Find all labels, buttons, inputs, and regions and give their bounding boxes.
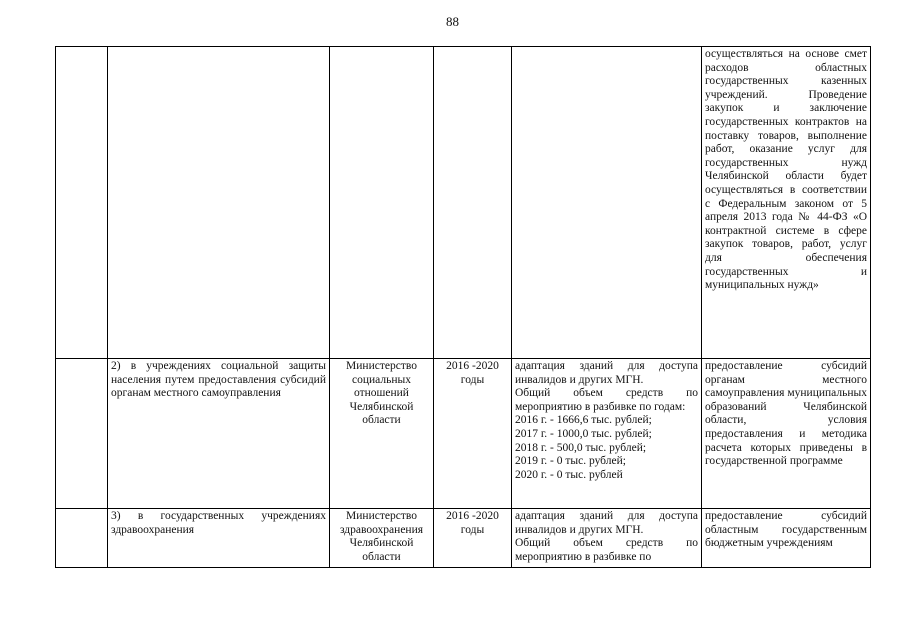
executor-cell bbox=[330, 509, 434, 568]
item-cell bbox=[108, 47, 330, 359]
content-line: 2017 г. - 1000,0 тыс. рублей; bbox=[515, 427, 652, 440]
table-row bbox=[56, 359, 871, 509]
content-line: Общий объем средств по мероприятию в разбивке по годам: bbox=[515, 387, 698, 413]
number-cell bbox=[56, 359, 108, 509]
executor-text: Министерство здравоохранения Челябинской области bbox=[339, 510, 424, 563]
item-text: 3) в государственных учреждениях здравоохранения bbox=[111, 510, 326, 536]
content-wrap bbox=[515, 510, 698, 566]
content-line: 2016 г. - 1666,6 тыс. рублей; bbox=[515, 414, 652, 427]
mechanism-cell: предоставление субсидий органам местного самоуправления муниципальных образований Челябинской области, условия предоставления и методика расчета которых приведены в государственной программе bbox=[702, 359, 871, 509]
executor-cell bbox=[330, 47, 434, 359]
content-cell bbox=[512, 359, 702, 509]
content-line: адаптация зданий для доступа инвалидов и других МГН. bbox=[515, 360, 698, 386]
content-cell bbox=[512, 509, 702, 568]
period-cell bbox=[434, 509, 512, 568]
content-line: Общий объем средств по мероприятию в разбивке по bbox=[515, 537, 698, 563]
period-text: 2016 -2020 годы bbox=[446, 510, 499, 536]
number-cell bbox=[56, 47, 108, 359]
item-cell bbox=[108, 509, 330, 568]
content-cell bbox=[512, 47, 702, 359]
content-line: 2019 г. - 0 тыс. рублей; bbox=[515, 455, 626, 468]
content-line: адаптация зданий для доступа инвалидов и других МГН. bbox=[515, 510, 698, 536]
period-cell bbox=[434, 47, 512, 359]
page-number: 88 bbox=[446, 14, 459, 29]
mechanism-text: предоставление субсидий областным государственным бюджетным учреждениям bbox=[705, 510, 867, 550]
period-cell: 2016 -2020 годы bbox=[434, 359, 512, 509]
number-cell bbox=[56, 509, 108, 568]
item-cell: 2) в учреждениях социальной защиты населения путем предоставления субсидий органам местного самоуправления bbox=[108, 359, 330, 509]
mechanism-cell bbox=[702, 509, 871, 568]
executor-cell: Министерство социальных отношений Челябинской области bbox=[330, 359, 434, 509]
table-row bbox=[56, 47, 871, 359]
content-line: 2020 г. - 0 тыс. рублей bbox=[515, 468, 623, 481]
table-row bbox=[56, 509, 871, 568]
content-line: 2018 г. - 500,0 тыс. рублей; bbox=[515, 441, 647, 454]
mechanism-cell: осуществляться на основе смет расходов областных государственных казенных учреждений. Проведение закупок и заключение государственных контрактов на поставку товаров, выполнение работ, оказание услуг для государственных нужд Челябинской области будет осуществляться в соответствии с Федеральным законом от 5 апреля 2013 года № 44-ФЗ «О контрактной системе в сфере закупок товаров, работ, услуг для обеспечения государственных и муниципальных нужд» bbox=[702, 47, 871, 359]
measures-table bbox=[55, 46, 871, 568]
